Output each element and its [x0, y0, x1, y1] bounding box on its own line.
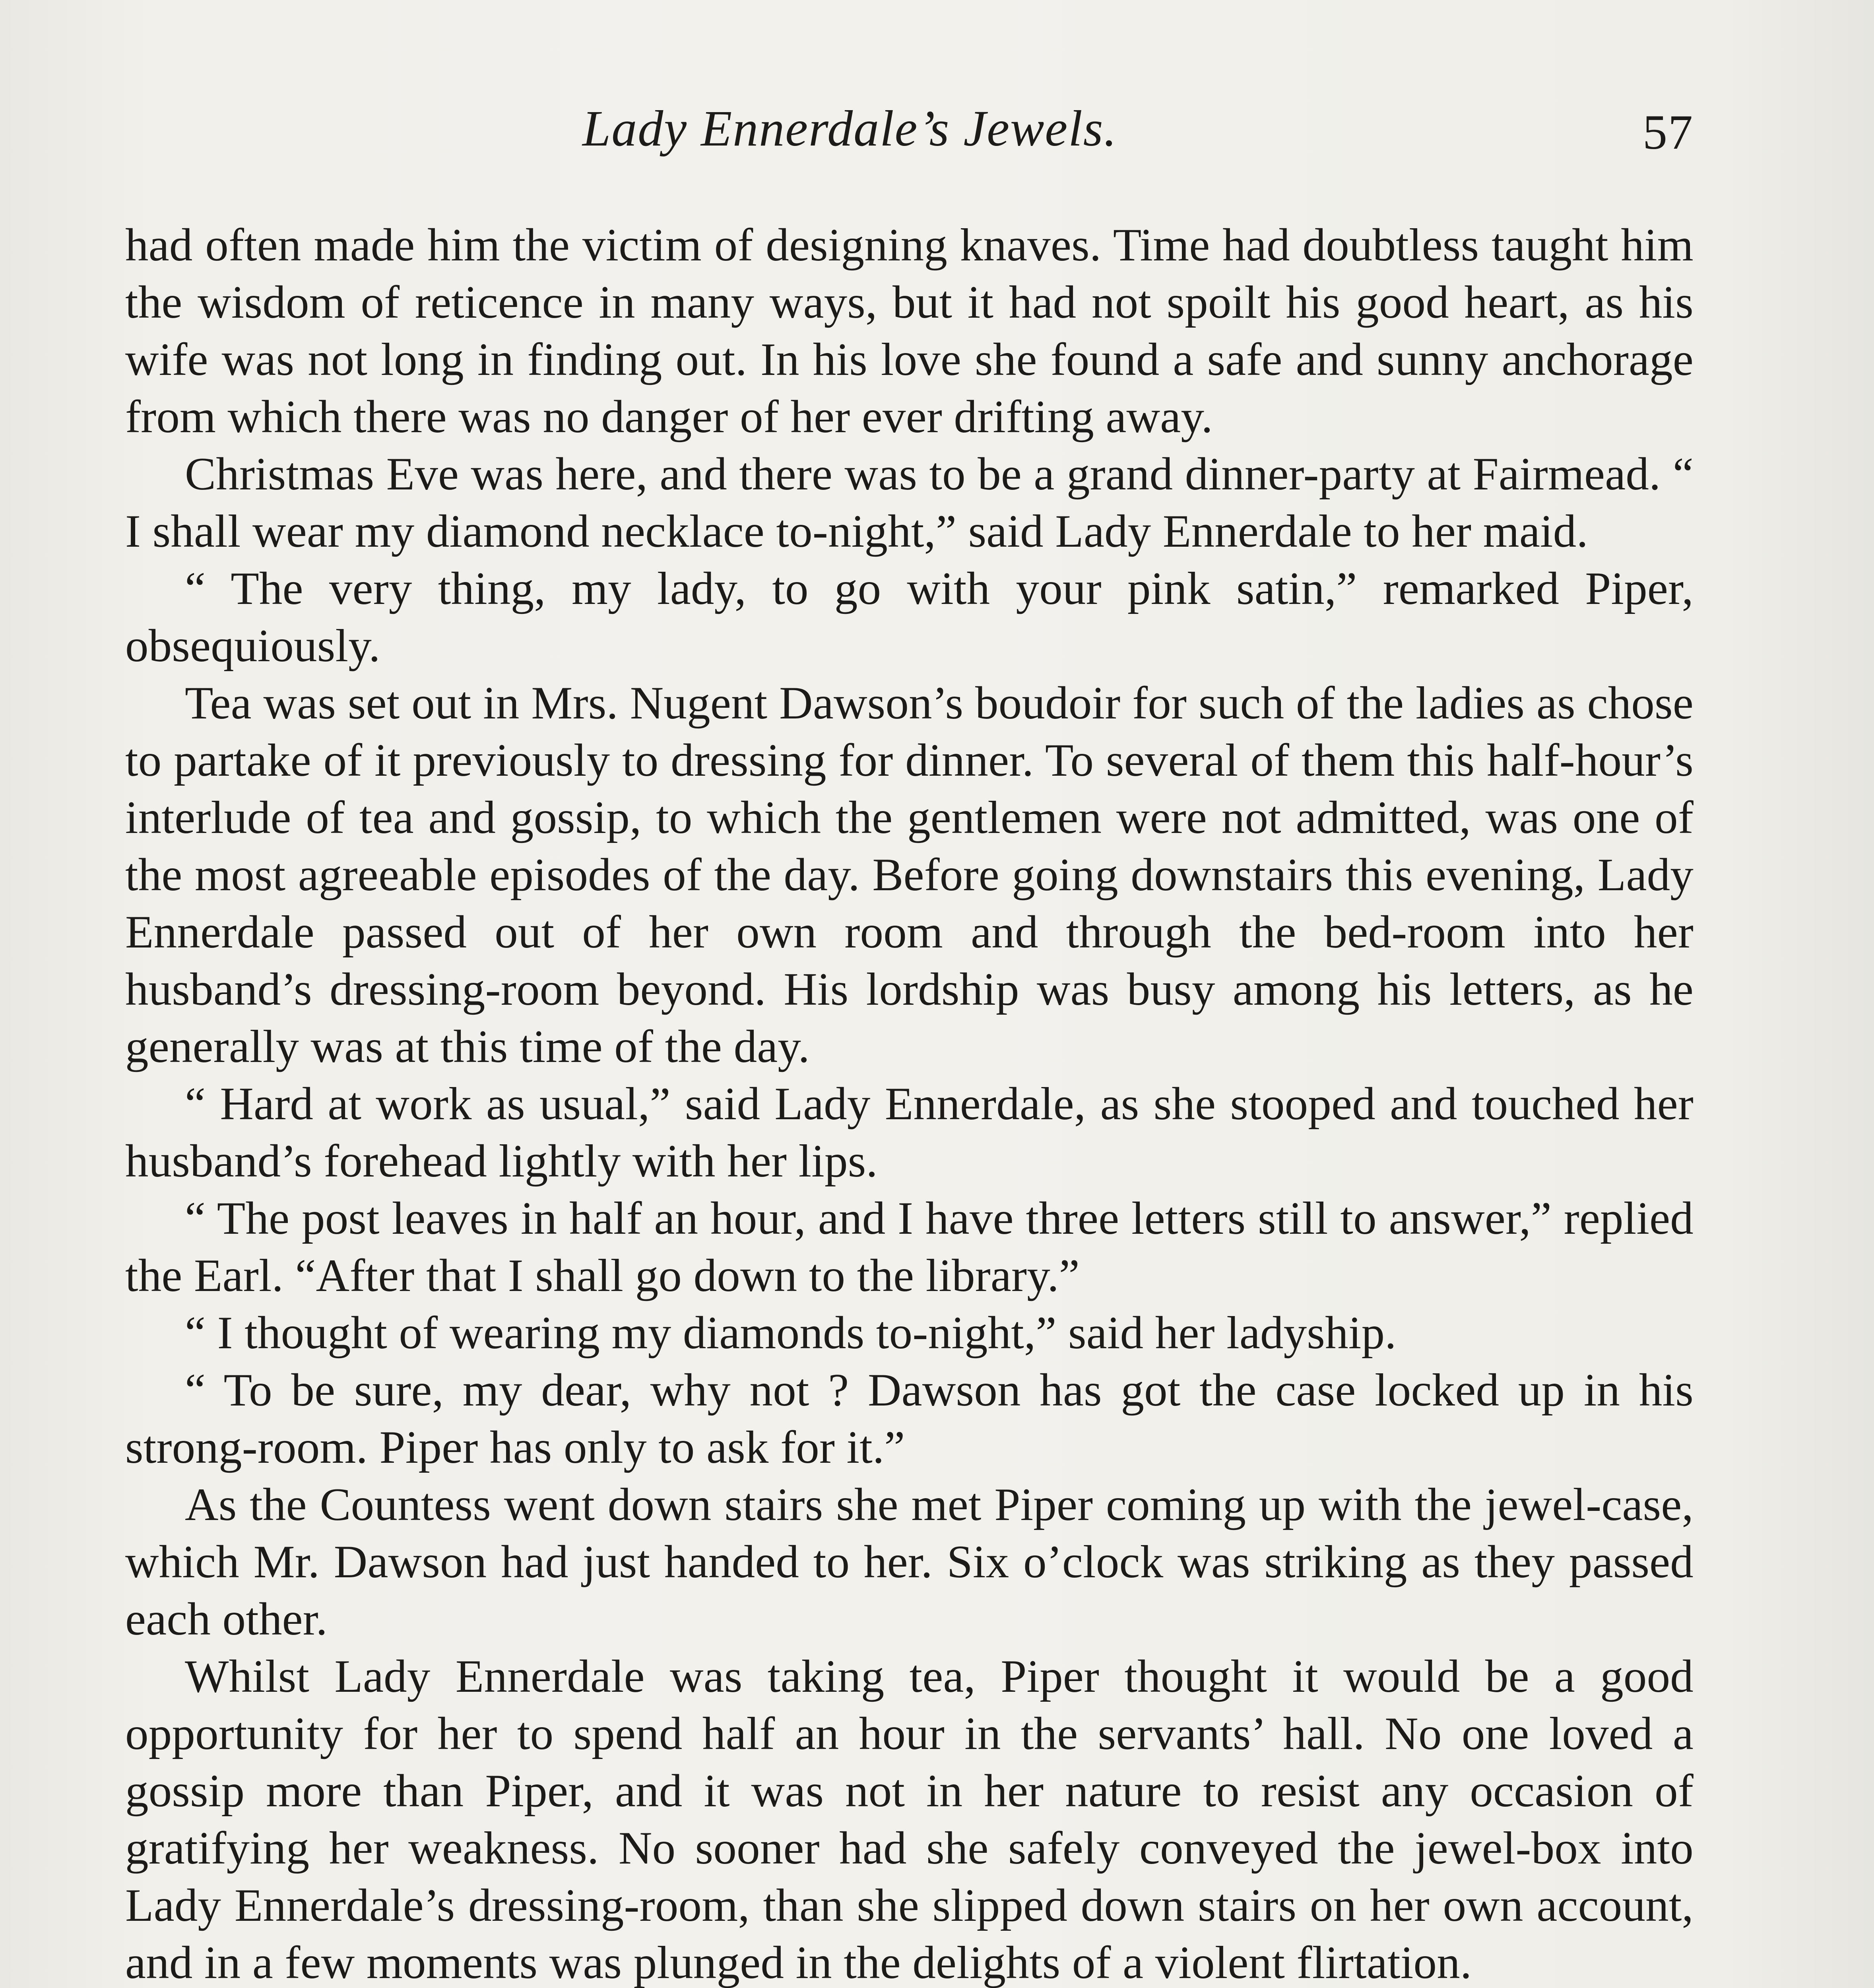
paragraph-5: “ Hard at work as usual,” said Lady Ennerdale, as she stooped and touched her husband’s forehead lightly with her lips. [125, 1078, 1694, 1187]
paragraph-7: “ I thought of wearing my diamonds to-night,” said her ladyship. [185, 1307, 1397, 1359]
paragraph-4: Tea was set out in Mrs. Nugent Dawson’s boudoir for such of the ladies as chose to partake of it previously to dressing for dinner. To several of them this half-hour’s interlude of tea and gossip, to which the gentlemen were not admitted, was one of the most agreeable episodes of the day. Before going downstairs this evening, Lady Ennerdale passed out of her own room and through the bed-room into her husband’s dressing-room beyond. His lordship was busy among his letters, as he generally was at this time of the day. [125, 678, 1694, 1072]
paragraph-8: “ To be sure, my dear, why not ? Dawson has got the case locked up in his strong-room. Piper has only to ask for it.” [125, 1365, 1694, 1473]
page-header [125, 99, 1694, 179]
paragraph-9: As the Countess went down stairs she met Piper coming up with the jewel-case, which Mr. Dawson had just handed to her. Six o’clock was striking as they passed each other. [125, 1479, 1694, 1645]
page-number: 57 [1643, 105, 1694, 159]
body-text [125, 217, 1694, 1988]
paragraph-10: Whilst Lady Ennerdale was taking tea, Piper thought it would be a good opportunity for her to spend half an hour in the servants’ hall. No one loved a gossip more than Piper, and it was not in her nature to resist any occasion of gratifying her weakness. No sooner had she safely conveyed the jewel-box into Lady Ennerdale’s dressing-room, than she slipped down stairs on her own account, and in a few moments was plunged in the delights of a violent flirtation. [125, 1651, 1694, 1988]
paragraph-3: “ The very thing, my lady, to go with your pink satin,” remarked Piper, obsequiously. [125, 563, 1694, 672]
paragraph-2: Christmas Eve was here, and there was to be a grand dinner-party at Fairmead. “ I shall wear my diamond necklace to-night,” said Lady Ennerdale to her maid. [125, 448, 1694, 557]
running-title: Lady Ennerdale’s Jewels. [582, 100, 1117, 157]
paragraph-1: had often made him the victim of designing knaves. Time had doubtless taught him the wisdom of reticence in many ways, but it had not spoilt his good heart, as his wife was not long in finding out. In his love she found a safe and sunny anchorage from which there was no danger of her ever drifting away. [125, 219, 1694, 443]
paragraph-6: “ The post leaves in half an hour, and I have three letters still to answer,” replied the Earl. “After that I shall go down to the library.” [125, 1193, 1694, 1301]
